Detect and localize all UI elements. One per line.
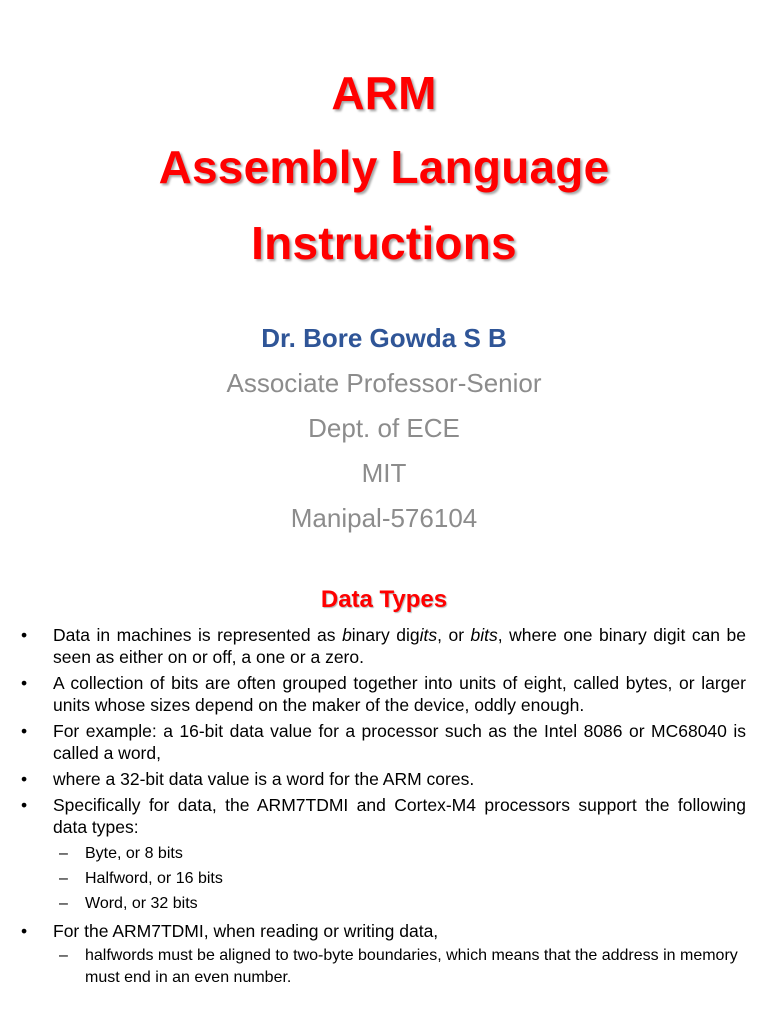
data-types-sublist — [53, 841, 746, 916]
bullet-text: Data in machines is represented as binary digits, or bits, where one binary digit can be seen as either on or off, a one or a zero. — [53, 625, 747, 667]
bullet-text: For the ARM7TDMI, when reading or writing data, — [53, 921, 439, 941]
sub-item: – Byte, or 8 bits — [53, 841, 746, 866]
bullet-text: A collection of bits are often grouped together into units of eight, called bytes, or larger units whose sizes depend on the maker of the device, oddly enough. — [53, 673, 746, 715]
dash-icon: – — [59, 870, 68, 887]
dash-icon: – — [59, 947, 68, 964]
bullet-text: where a 32-bit data value is a word for the ARM cores. — [53, 769, 475, 789]
sub-item: – Halfword, or 16 bits — [53, 866, 746, 891]
bullet-text: For example: a 16-bit data value for a processor such as the Intel 8086 or MC68040 is called a word, — [53, 721, 746, 763]
bullet-item — [20, 794, 746, 916]
title-line-2: Assembly Language — [158, 141, 610, 193]
title-line-1: ARM — [331, 67, 437, 119]
bullet-item — [20, 768, 746, 790]
bullet-item — [20, 920, 746, 989]
author-location: Manipal-576104 — [290, 503, 478, 533]
author-position: Associate Professor-Senior — [226, 368, 542, 398]
author-name: Dr. Bore Gowda S B — [261, 323, 507, 353]
author-department: Dept. of ECE — [308, 413, 460, 443]
bullet-icon: • — [21, 769, 28, 789]
dash-icon: – — [59, 845, 68, 862]
bullet-item — [20, 672, 746, 716]
bullet-icon: • — [21, 795, 28, 815]
bullet-item — [20, 624, 746, 668]
dash-icon: – — [59, 895, 68, 912]
bullet-icon: • — [21, 673, 28, 693]
title-line-3: Instructions — [251, 217, 517, 269]
bullet-text: Specifically for data, the ARM7TDMI and Cortex-M4 processors support the following data types: — [53, 795, 746, 837]
bullet-icon: • — [21, 921, 28, 941]
bullet-list — [20, 624, 746, 993]
bullet-icon: • — [21, 721, 28, 741]
section-title: Data Types — [320, 586, 448, 613]
alignment-sublist — [53, 945, 746, 989]
bullet-item — [20, 720, 746, 764]
bullet-icon: • — [21, 625, 28, 645]
sub-item: – Word, or 32 bits — [53, 891, 746, 916]
sub-item: – halfwords must be aligned to two-byte boundaries, which means that the address in memory must end in an even number. — [59, 947, 738, 986]
author-institute: MIT — [361, 458, 407, 488]
